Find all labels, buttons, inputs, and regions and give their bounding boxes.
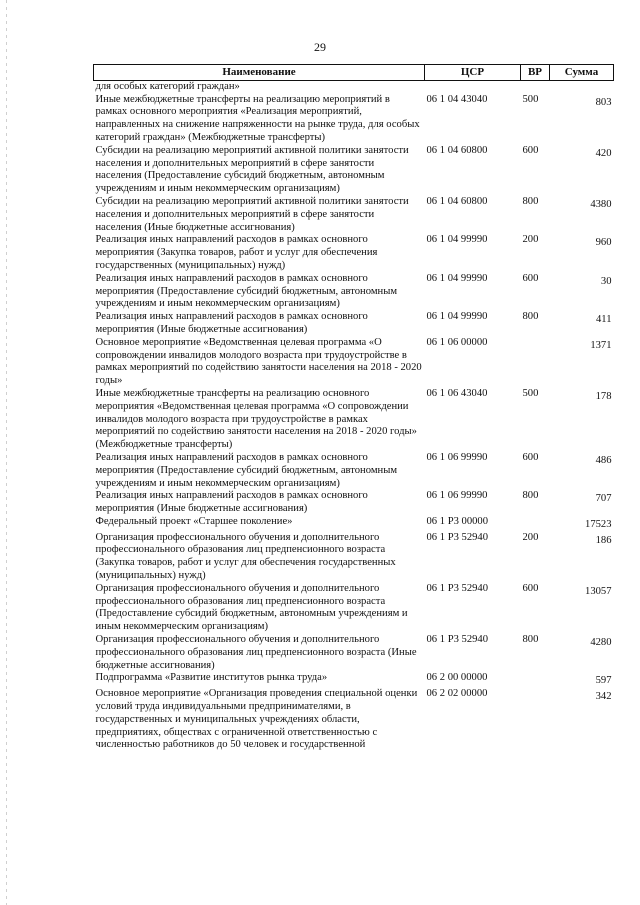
row-vr: 200 — [522, 234, 539, 246]
row-vr: 200 — [522, 531, 539, 543]
row-sum-value: 803 — [595, 96, 612, 108]
row-sum — [550, 490, 614, 516]
row-vr: 600 — [522, 582, 539, 594]
row-sum — [550, 311, 614, 337]
row-csr: 06 1 06 99990 — [426, 490, 488, 502]
row-csr: 06 1 06 00000 — [426, 336, 488, 348]
row-name: Субсидии на реализацию мероприятий активной политики занятости населения и дополнительных мероприятий в сфере занятости населения (Предоставление субсидий бюджетным, автономным учреждениям и иным некоммерческим организациям) — [95, 144, 409, 195]
row-vr — [521, 516, 550, 532]
row-csr: 06 2 02 00000 — [426, 688, 488, 700]
table-row — [94, 388, 614, 452]
table-row — [94, 688, 614, 752]
row-sum — [550, 583, 614, 634]
table-row — [94, 452, 614, 490]
row-name: Организация профессионального обучения и дополнительного профессионального образования лиц предпенсионного возраста (Предоставление субсидий бюджетным, автономным учреждениям и иным некоммерческим организациям) — [95, 582, 408, 633]
budget-table — [93, 64, 614, 752]
row-name: Организация профессионального обучения и дополнительного профессионального образования лиц предпенсионного возраста (Закупка товаров, работ и услуг для обеспечения государственных (муниципальных) нужд) — [95, 531, 396, 582]
row-csr: 06 1 04 99990 — [426, 272, 488, 284]
table-row — [94, 337, 614, 388]
header-vr: ВР — [521, 65, 550, 81]
table-row — [94, 672, 614, 688]
row-vr — [521, 688, 550, 752]
table-row — [94, 196, 614, 234]
row-sum-value: 420 — [595, 147, 612, 159]
header-name: Наименование — [94, 65, 425, 81]
table-row — [94, 516, 614, 532]
row-csr: 06 1 P3 52940 — [426, 582, 489, 594]
row-csr: 06 1 04 43040 — [426, 93, 488, 105]
row-vr: 600 — [522, 451, 539, 463]
row-sum — [550, 516, 614, 532]
row-vr: 800 — [522, 311, 539, 323]
row-sum-value: 486 — [595, 454, 612, 466]
row-name: Реализация иных направлений расходов в рамках основного мероприятия (Иные бюджетные ассигнования) — [95, 490, 368, 515]
table-row — [94, 80, 614, 93]
table-header-row — [94, 65, 614, 81]
row-csr: 06 1 P3 00000 — [426, 515, 489, 527]
row-sum — [550, 80, 614, 93]
scan-edge — [6, 0, 7, 905]
row-csr: 06 1 04 60800 — [426, 195, 488, 207]
row-csr: 06 1 04 99990 — [426, 311, 488, 323]
table-row — [94, 94, 614, 145]
row-sum — [550, 145, 614, 196]
row-csr: 06 1 P3 52940 — [426, 531, 489, 543]
row-csr: 06 1 06 43040 — [426, 387, 488, 399]
row-name: Реализация иных направлений расходов в рамках основного мероприятия (Предоставление субсидий бюджетным, автономным учреждениям и иным некоммерческим организациям) — [95, 451, 398, 489]
row-name: Реализация иных направлений расходов в рамках основного мероприятия (Закупка товаров, работ и услуг для обеспечения государственных (муниципальных) нужд) — [95, 234, 378, 271]
table-row — [94, 583, 614, 634]
row-name: Федеральный проект «Старшее поколение» — [95, 515, 293, 527]
row-name: Иные межбюджетные трансферты на реализацию мероприятий в рамках основного мероприятия «Реализация мероприятий, направленных на снижение напряженности на рынке труда, для особых категорий граждан» (Межбюджетные трансферты) — [95, 93, 420, 143]
row-sum — [550, 273, 614, 311]
row-sum — [550, 234, 614, 272]
row-name: Субсидии на реализацию мероприятий активной политики занятости населения и дополнительных мероприятий в сфере занятости населения (Иные бюджетные ассигнования) — [95, 195, 409, 233]
row-name: Основное мероприятие «Ведомственная целевая программа «О сопровождении инвалидов молодого возраста при трудоустройстве в рамках мероприятий по содействию занятости населения на 2018 - 2020 годы» — [95, 336, 422, 387]
table-row — [94, 145, 614, 196]
row-sum — [550, 672, 614, 688]
row-vr — [521, 672, 550, 688]
row-csr — [425, 80, 521, 93]
row-sum-value: 411 — [596, 314, 612, 326]
row-sum-value: 4380 — [590, 198, 612, 210]
row-sum-value: 178 — [595, 390, 612, 402]
table-row — [94, 234, 614, 272]
row-sum-value: 960 — [595, 237, 612, 249]
row-sum-value: 597 — [595, 675, 612, 687]
table-row — [94, 311, 614, 337]
row-name: для особых категорий граждан» — [95, 80, 240, 92]
header-csr: ЦСР — [425, 65, 521, 81]
row-vr: 800 — [522, 634, 539, 646]
row-sum — [550, 452, 614, 490]
row-sum-value: 17523 — [585, 518, 612, 530]
row-vr — [521, 80, 550, 93]
row-csr: 06 1 04 99990 — [426, 234, 488, 246]
row-name: Организация профессионального обучения и дополнительного профессионального образования лиц предпенсионного возраста (Иные бюджетные ассигнования) — [95, 634, 417, 671]
table-row — [94, 273, 614, 311]
row-sum-value: 342 — [595, 691, 612, 703]
row-sum-value: 13057 — [585, 585, 612, 597]
page-number: 29 — [314, 40, 326, 54]
row-sum — [550, 688, 614, 752]
table-body — [94, 80, 614, 752]
row-name: Подпрограмма «Развитие институтов рынка труда» — [95, 672, 328, 684]
row-vr: 500 — [522, 93, 539, 105]
row-vr: 600 — [522, 144, 539, 156]
table-row — [94, 490, 614, 516]
row-vr: 800 — [522, 195, 539, 207]
row-sum-value: 4280 — [590, 637, 612, 649]
row-sum — [550, 634, 614, 672]
row-name: Реализация иных направлений расходов в рамках основного мероприятия (Иные бюджетные ассигнования) — [95, 311, 368, 335]
row-name: Реализация иных направлений расходов в рамках основного мероприятия (Предоставление субсидий бюджетным, автономным учреждениям и иным некоммерческим организациям) — [95, 272, 398, 310]
row-sum-value: 186 — [595, 534, 612, 546]
row-csr: 06 1 P3 52940 — [426, 634, 489, 646]
row-sum-value: 30 — [600, 275, 612, 287]
row-name: Иные межбюджетные трансферты на реализацию основного мероприятия «Ведомственная целевая программа «О сопровождении инвалидов молодого возраста при трудоустройстве в рамках мероприятий по содействию занятости населения на 2018 - 2020 годы» (Межбюджетные трансферты) — [95, 387, 417, 451]
row-name: Основное мероприятие «Организация проведения специальной оценки условий труда индивидуальными предпринимателями, в государственных и муниципальных учреждениях области, предприятиях, обществах с ограниченной ответственностью с численностью работников до 50 человек и государственной — [95, 688, 418, 751]
row-sum-value: 707 — [595, 493, 612, 505]
row-sum — [550, 532, 614, 583]
row-sum — [550, 388, 614, 452]
row-sum — [550, 337, 614, 388]
header-sum: Сумма — [550, 65, 614, 81]
row-vr: 800 — [522, 490, 539, 502]
row-sum-value: 1371 — [590, 339, 612, 351]
table-row — [94, 634, 614, 672]
table-row — [94, 532, 614, 583]
row-sum — [550, 196, 614, 234]
row-vr: 600 — [522, 272, 539, 284]
row-vr: 500 — [522, 387, 539, 399]
row-sum — [550, 94, 614, 145]
row-vr — [521, 337, 550, 388]
row-csr: 06 2 00 00000 — [426, 672, 488, 684]
row-csr: 06 1 06 99990 — [426, 451, 488, 463]
row-csr: 06 1 04 60800 — [426, 144, 488, 156]
